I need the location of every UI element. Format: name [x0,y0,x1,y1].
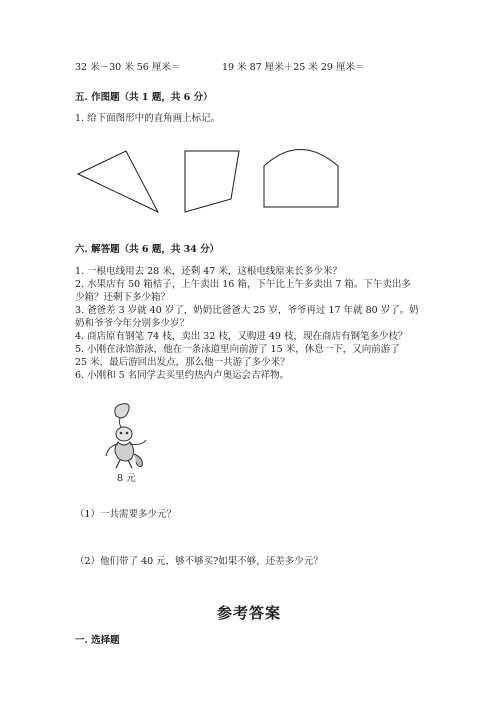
price-label: 8 元 [117,473,136,484]
equation-right: 19 米 87 厘米＋25 米 29 厘米＝ [222,62,365,73]
question-1: 1. 一根电线用去 28 米，还剩 47 米，这根电线原来长多少米？ [75,266,342,277]
question-3-line1: 3. 爸爸差 3 岁就 40 岁了，奶奶比爸爸大 25 岁，爷爷再过 17 年就 80 岁了。奶 [75,305,419,316]
question-2-line1: 2. 水果店有 50 箱桔子，上午卖出 16 箱，下午比上午多卖出 7 箱。下午卖出多 [75,279,411,290]
question-5-line2: 25 米，最后游回出发点，那么他一共游了多少米？ [75,357,290,368]
quadrilateral-shape [185,151,239,212]
subquestion-1: （1）一共需要多少元？ [75,509,177,520]
triangle-shape [78,151,158,212]
question-4: 4. 商店原有钢笔 74 枝，卖出 32 枝，又购进 49 枝，现在商店有钢笔多少枝？ [75,331,408,342]
answers-section1-heading: 一. 选择题 [75,635,120,646]
question-6: 6. 小刚和 5 名同学去买里约热内卢奥运会吉祥物。 [75,370,290,381]
question-5-line1: 5. 小刚在泳馆游泳，他在一条泳道里向前游了 15 米，休息一下，又向前游了 [75,344,400,355]
subquestion-2: （2）他们带了 40 元，够不够买?如果不够，还差多少元？ [75,556,323,567]
arch-shape [264,150,338,208]
question-2-line2: 少箱？还剩下多少箱？ [75,292,171,303]
section5-question1: 1. 给下面图形中的直角画上标记。 [75,113,221,124]
mascot-illustration [98,402,158,472]
answers-title: 参考答案 [217,604,282,622]
equation-left: 32 米－30 米 56 厘米＝ [75,62,181,73]
question-3-line2: 奶和爷爷今年分别多少岁？ [75,318,190,329]
section5-heading: 五. 作图题（共 1 题，共 6 分） [75,92,213,103]
shapes-figure [0,145,500,225]
section6-heading: 六. 解答题（共 6 题，共 34 分） [75,244,220,255]
